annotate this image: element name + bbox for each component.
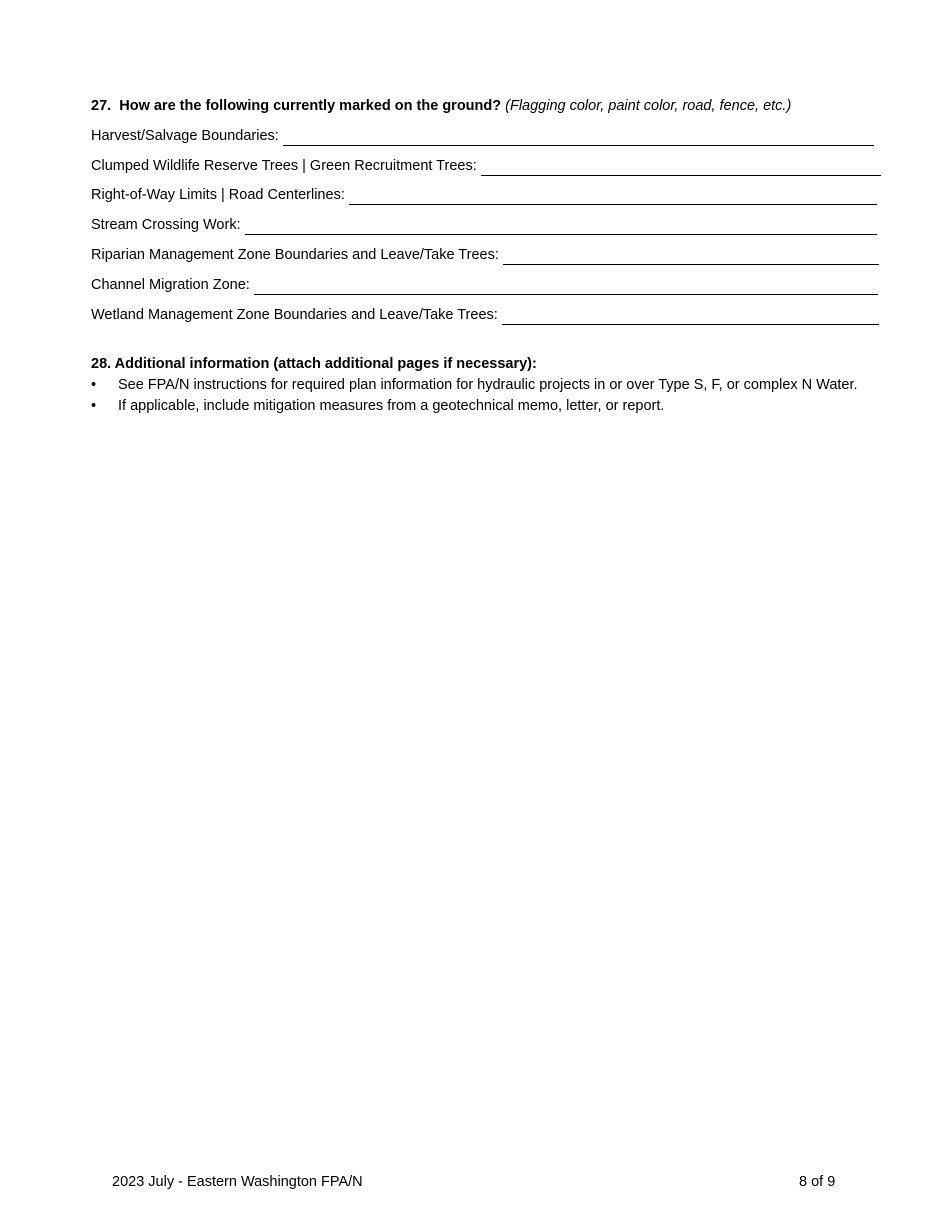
fill-in-line[interactable] <box>481 160 881 176</box>
question-number: 27. <box>91 98 112 114</box>
footer-page-number: 8 of 9 <box>799 1174 836 1190</box>
fill-in-line[interactable] <box>349 189 877 205</box>
list-item-text: See FPA/N instructions for required plan information for hydraulic projects in or over Type S, F, or complex N Water. <box>118 377 858 393</box>
question-27-heading <box>91 96 891 116</box>
fill-in-line[interactable] <box>503 249 879 265</box>
fill-in-line[interactable] <box>502 309 879 325</box>
fill-in-line[interactable] <box>283 130 874 146</box>
fill-in-line[interactable] <box>245 219 877 235</box>
list-item <box>91 396 881 417</box>
question-28-heading: 28. Additional information (attach additional pages if necessary): <box>91 356 537 372</box>
field-right-of-way <box>91 185 877 205</box>
question-hint: (Flagging color, paint color, road, fence, etc.) <box>505 98 792 114</box>
field-stream-crossing <box>91 215 877 235</box>
field-harvest-boundaries <box>91 126 874 146</box>
fill-in-line[interactable] <box>254 279 878 295</box>
field-channel-migration <box>91 275 878 295</box>
field-label: Channel Migration Zone: <box>91 277 250 293</box>
question-text: How are the following currently marked on the ground? <box>119 98 502 114</box>
field-label: Clumped Wildlife Reserve Trees | Green Recruitment Trees: <box>91 158 477 174</box>
field-wetland-zone <box>91 305 879 325</box>
field-label: Right-of-Way Limits | Road Centerlines: <box>91 187 345 203</box>
list-item-text: If applicable, include mitigation measures from a geotechnical memo, letter, or report. <box>118 398 665 414</box>
field-label: Stream Crossing Work: <box>91 217 241 233</box>
field-riparian-zone <box>91 245 879 265</box>
bullet-icon: • <box>91 377 97 393</box>
field-wildlife-trees <box>91 156 881 176</box>
field-label: Wetland Management Zone Boundaries and Leave/Take Trees: <box>91 307 498 323</box>
additional-info-list <box>91 375 881 417</box>
footer-form-title: 2023 July - Eastern Washington FPA/N <box>112 1174 363 1190</box>
bullet-icon: • <box>91 398 97 414</box>
list-item <box>91 375 881 396</box>
field-label: Riparian Management Zone Boundaries and Leave/Take Trees: <box>91 247 499 263</box>
field-label: Harvest/Salvage Boundaries: <box>91 128 279 144</box>
